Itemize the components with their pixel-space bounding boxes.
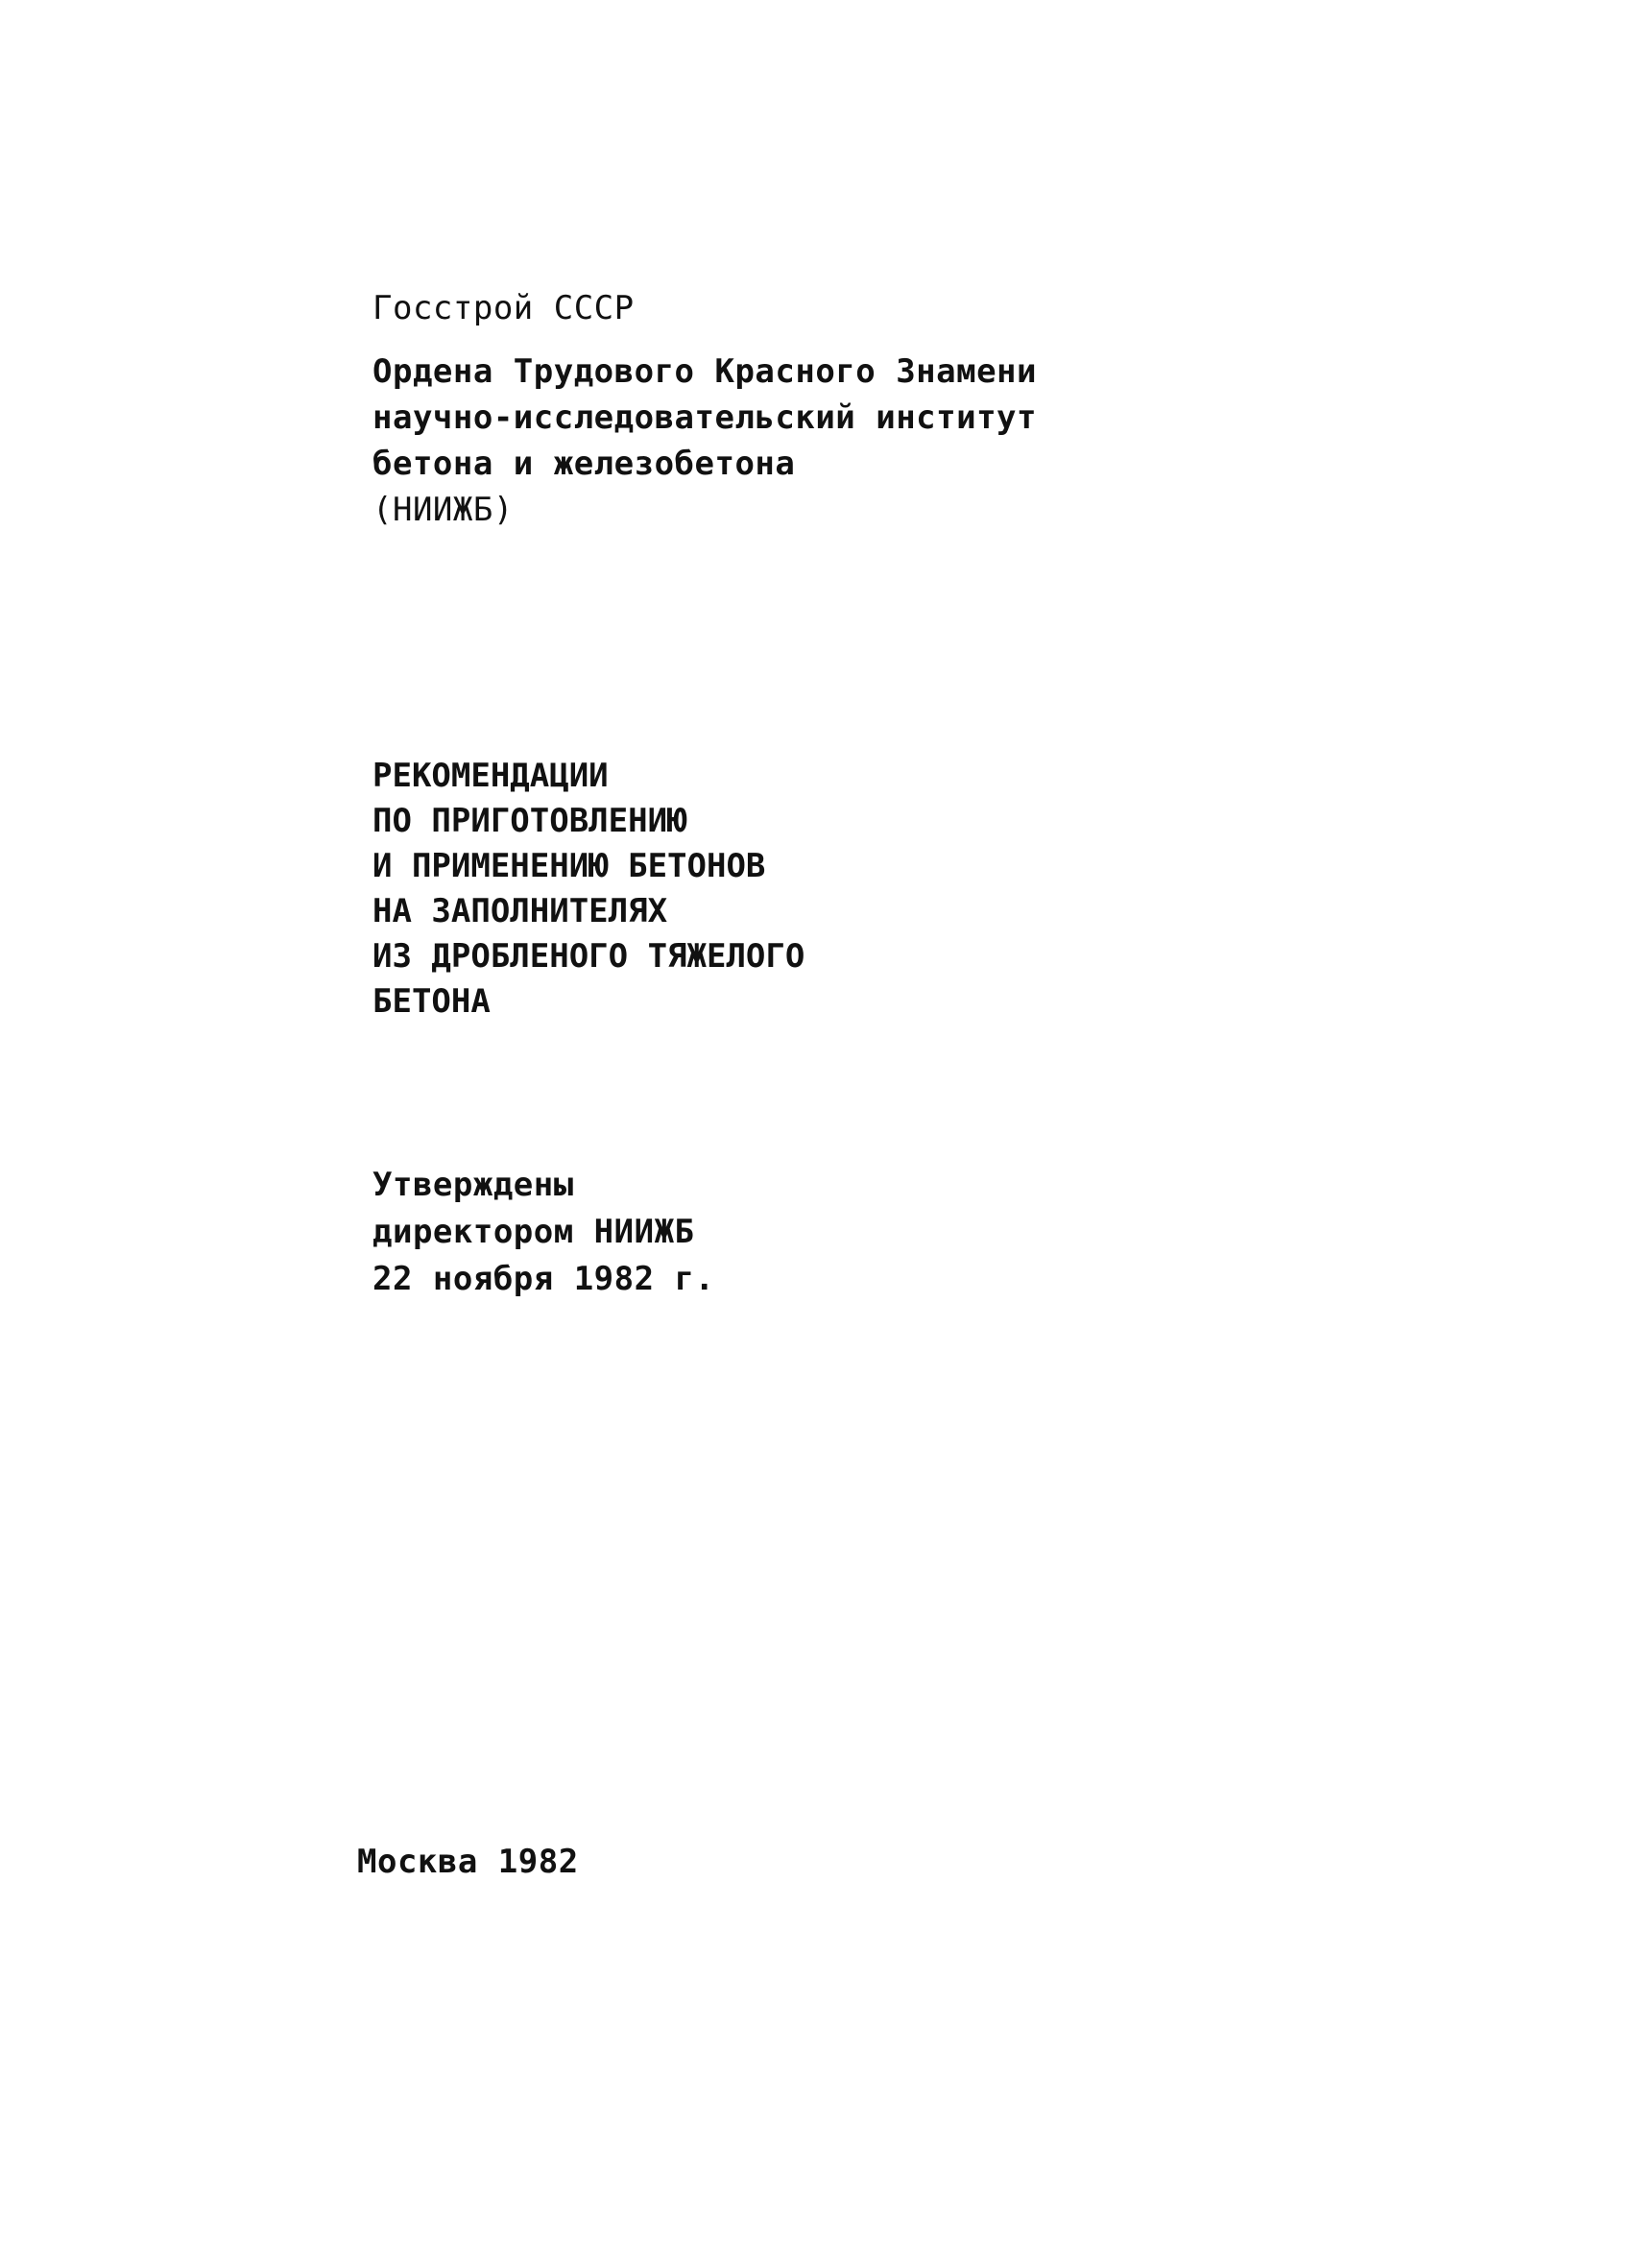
institute-line: бетона и железобетона [372, 445, 796, 483]
institute-line: научно-исследовательский институт [372, 398, 1038, 437]
approval-line: Утверждены [372, 1166, 574, 1204]
place-year: Москва 1982 [357, 1843, 579, 1881]
approval-block [372, 1162, 715, 1303]
institute-line: Ордена Трудового Красного Знамени [372, 352, 1038, 391]
institute-block [372, 349, 1037, 533]
title-line: ИЗ ДРОБЛЕНОГО ТЯЖЕЛОГО [372, 937, 805, 976]
title-line: РЕКОМЕНДАЦИИ [372, 757, 609, 795]
approval-date: 22 ноября 1982 г. [372, 1260, 715, 1298]
institute-abbreviation: (НИИЖБ) [372, 491, 514, 529]
footer-block [357, 1839, 579, 1885]
document-title [372, 754, 804, 1025]
agency-block [372, 285, 635, 331]
approval-line: директором НИИЖБ [372, 1213, 695, 1251]
title-line: ПО ПРИГОТОВЛЕНИЮ [372, 802, 687, 840]
title-line: БЕТОНА [372, 982, 491, 1021]
agency-name: Госстрой СССР [372, 289, 635, 327]
title-line: И ПРИМЕНЕНИЮ БЕТОНОВ [372, 847, 766, 885]
title-line: НА ЗАПОЛНИТЕЛЯХ [372, 892, 668, 930]
